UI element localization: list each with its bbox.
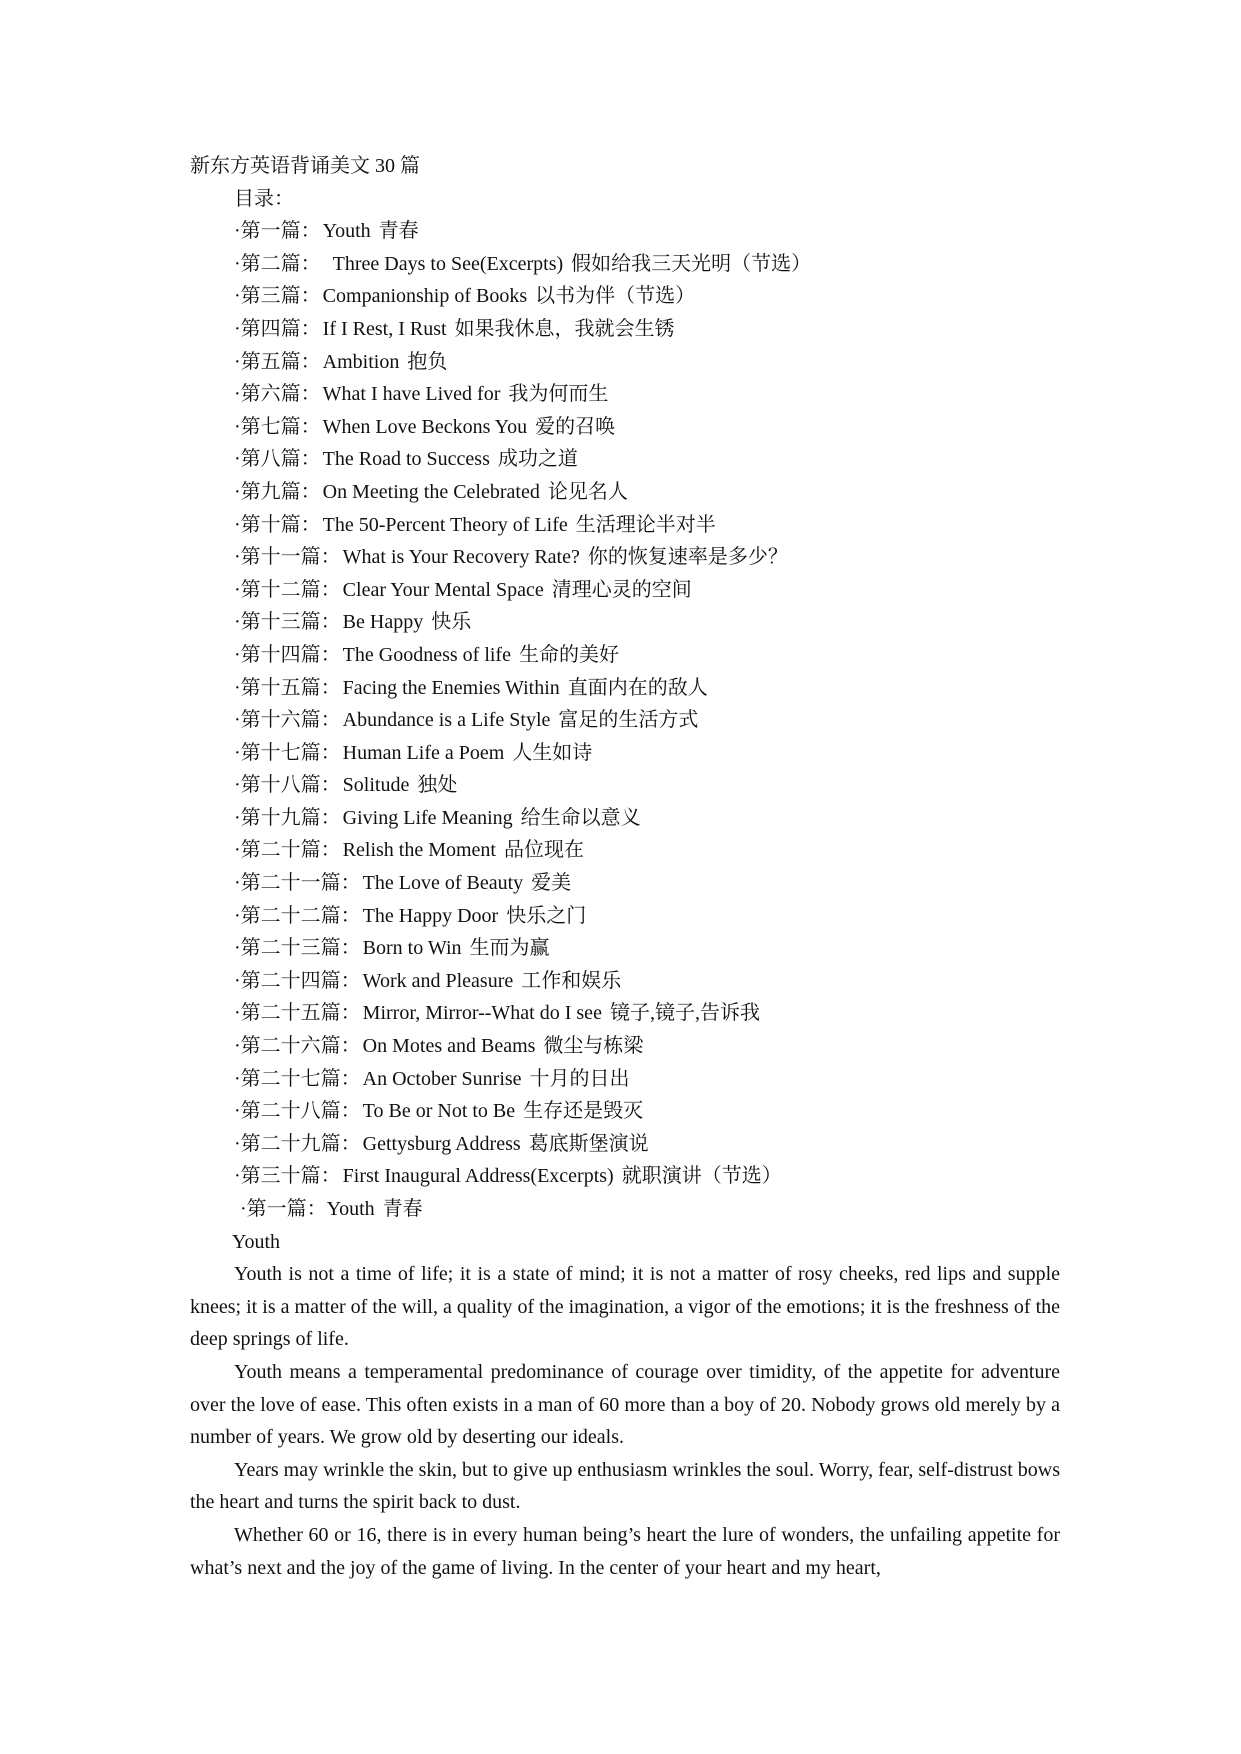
toc-heading: 目录： bbox=[234, 187, 294, 210]
toc-item-number: ·第二篇： bbox=[234, 252, 321, 275]
section-number: ·第一篇： bbox=[240, 1198, 327, 1220]
toc-item-title-zh: 青春 bbox=[378, 220, 419, 243]
toc-item bbox=[234, 834, 1060, 867]
toc-item-title-zh: 论见名人 bbox=[547, 480, 628, 503]
toc-item-number: ·第三篇： bbox=[234, 285, 321, 308]
toc-item-title-zh: 抱负 bbox=[407, 350, 448, 373]
toc-item-number: ·第四篇： bbox=[234, 317, 321, 340]
toc-item-title-en: Solitude bbox=[342, 774, 410, 797]
toc-item bbox=[234, 1160, 1060, 1193]
toc-item-title-zh: 生活理论半对半 bbox=[575, 513, 716, 536]
table-of-contents bbox=[190, 215, 1060, 1193]
toc-item bbox=[234, 737, 1060, 770]
toc-item bbox=[234, 378, 1060, 411]
toc-item-title-en: Be Happy bbox=[342, 611, 424, 634]
toc-item-title-en: To Be or Not to Be bbox=[362, 1100, 516, 1123]
toc-item-number: ·第十五篇： bbox=[234, 676, 341, 699]
section-heading bbox=[190, 1193, 1060, 1226]
toc-item bbox=[234, 965, 1060, 998]
toc-item-title-en: The Happy Door bbox=[362, 904, 499, 927]
toc-item-number: ·第十二篇： bbox=[234, 578, 341, 601]
toc-item bbox=[234, 1095, 1060, 1128]
toc-item bbox=[234, 997, 1060, 1030]
section-title-zh: 青春 bbox=[382, 1198, 423, 1220]
toc-item-title-zh: 成功之道 bbox=[497, 448, 578, 471]
toc-item-number: ·第十篇： bbox=[234, 513, 321, 536]
toc-item bbox=[234, 1063, 1060, 1096]
toc-item bbox=[234, 313, 1060, 346]
toc-item-title-zh: 工作和娱乐 bbox=[521, 969, 622, 992]
toc-item-title-zh: 我为何而生 bbox=[508, 383, 609, 406]
toc-item-number: ·第九篇： bbox=[234, 480, 321, 503]
toc-item-title-en: Companionship of Books bbox=[322, 285, 528, 308]
toc-item-title-zh: 十月的日出 bbox=[529, 1067, 630, 1090]
toc-item-title-zh: 清理心灵的空间 bbox=[551, 578, 692, 601]
body-paragraph: Youth is not a time of life; it is a state of mind; it is not a matter of rosy cheeks, red lips and supple knees; it is a matter of the will, a quality of the imagination, a vigor of the emotions; it is the freshness of the deep springs of life. bbox=[190, 1263, 1060, 1351]
toc-item-title-en: Gettysburg Address bbox=[362, 1132, 521, 1155]
toc-item-title-zh: 快乐 bbox=[431, 611, 472, 634]
toc-item-title-en: On Motes and Beams bbox=[362, 1035, 536, 1058]
toc-item-number: ·第六篇： bbox=[234, 383, 321, 406]
toc-item-title-en: Facing the Enemies Within bbox=[342, 676, 560, 699]
toc-item-title-zh: 生命的美好 bbox=[518, 643, 619, 666]
toc-item-title-zh: 微尘与栋梁 bbox=[543, 1035, 644, 1058]
toc-item-title-en: Ambition bbox=[322, 350, 400, 373]
toc-item-number: ·第十三篇： bbox=[234, 611, 341, 634]
toc-item bbox=[234, 900, 1060, 933]
toc-item-title-zh: 品位现在 bbox=[504, 839, 584, 862]
toc-item-title-zh: 快乐之门 bbox=[506, 904, 587, 927]
toc-item-number: ·第二十一篇： bbox=[234, 872, 361, 895]
toc-item-number: ·第十九篇： bbox=[234, 806, 341, 829]
toc-item-title-en: First Inaugural Address(Excerpts) bbox=[342, 1165, 614, 1188]
toc-item bbox=[234, 541, 1060, 574]
toc-item-number: ·第二十五篇： bbox=[234, 1002, 361, 1025]
toc-item-number: ·第二十九篇： bbox=[234, 1132, 361, 1155]
toc-item bbox=[234, 280, 1060, 313]
body-paragraph: Whether 60 or 16, there is in every human being’s heart the lure of wonders, the unfailing appetite for what’s next and the joy of the game of living. In the center of your heart and my heart, bbox=[190, 1523, 1060, 1579]
toc-item-number: ·第二十篇： bbox=[234, 839, 341, 862]
toc-item-title-en: Three Days to See(Excerpts) bbox=[322, 252, 564, 275]
toc-item-title-zh: 以书为伴（节选） bbox=[535, 285, 696, 308]
toc-item-number: ·第二十八篇： bbox=[234, 1100, 361, 1123]
toc-item bbox=[234, 509, 1060, 542]
toc-item-number: ·第二十三篇： bbox=[234, 937, 361, 960]
body-paragraph: Years may wrinkle the skin, but to give up enthusiasm wrinkles the soul. Worry, fear, self-distrust bows the heart and turns the spirit back to dust. bbox=[190, 1458, 1060, 1514]
toc-item-title-en: When Love Beckons You bbox=[322, 415, 528, 438]
toc-item bbox=[234, 346, 1060, 379]
toc-item bbox=[234, 476, 1060, 509]
toc-item-title-en: Abundance is a Life Style bbox=[342, 709, 551, 732]
toc-item-title-en: Human Life a Poem bbox=[342, 741, 505, 764]
toc-item-title-en: What I have Lived for bbox=[322, 383, 501, 406]
toc-item-title-zh: 人生如诗 bbox=[512, 741, 593, 764]
toc-item-title-en: An October Sunrise bbox=[362, 1067, 522, 1090]
toc-item-title-en: Work and Pleasure bbox=[362, 969, 514, 992]
toc-item-number: ·第二十七篇： bbox=[234, 1067, 361, 1090]
toc-item-title-zh: 生存还是毁灭 bbox=[523, 1100, 644, 1123]
toc-item-title-zh: 你的恢复速率是多少？ bbox=[587, 546, 788, 569]
article-body bbox=[190, 1258, 1060, 1584]
toc-item-title-en: The Goodness of life bbox=[342, 643, 511, 666]
document-title: 新东方英语背诵美文 30 篇 bbox=[190, 155, 420, 177]
toc-item-title-zh: 爱的召唤 bbox=[535, 415, 616, 438]
toc-item-title-en: What is Your Recovery Rate? bbox=[342, 546, 580, 569]
document-page bbox=[190, 150, 1060, 1584]
toc-item bbox=[234, 802, 1060, 835]
toc-item-title-en: The Love of Beauty bbox=[362, 872, 524, 895]
toc-item bbox=[234, 606, 1060, 639]
toc-item bbox=[234, 574, 1060, 607]
toc-item-number: ·第十八篇： bbox=[234, 774, 341, 797]
toc-item bbox=[234, 672, 1060, 705]
toc-item-title-en: If I Rest, I Rust bbox=[322, 317, 447, 340]
toc-item-title-zh: 直面内在的敌人 bbox=[567, 676, 708, 699]
toc-item-number: ·第七篇： bbox=[234, 415, 321, 438]
toc-item bbox=[234, 704, 1060, 737]
toc-item-title-zh: 葛底斯堡演说 bbox=[528, 1132, 649, 1155]
toc-item-title-zh: 独处 bbox=[417, 774, 458, 797]
toc-item-title-zh: 爱美 bbox=[531, 872, 572, 895]
toc-item-number: ·第十四篇： bbox=[234, 643, 341, 666]
toc-item-title-en: Relish the Moment bbox=[342, 839, 496, 862]
toc-item-title-en: Clear Your Mental Space bbox=[342, 578, 544, 601]
body-paragraph: Youth means a temperamental predominance of courage over timidity, of the appetite for adventure over the love of ease. This often exists in a man of 60 more than a boy of 20. Nobody grows old merely by a number of years. We grow old by deserting our ideals. bbox=[190, 1360, 1060, 1449]
toc-item-title-en: Born to Win bbox=[362, 937, 462, 960]
toc-item bbox=[234, 248, 1060, 281]
toc-item-title-zh: 就职演讲（节选） bbox=[621, 1165, 782, 1188]
toc-item-number: ·第十七篇： bbox=[234, 741, 341, 764]
article-title: Youth bbox=[232, 1230, 280, 1253]
toc-item bbox=[234, 443, 1060, 476]
toc-item bbox=[234, 932, 1060, 965]
toc-item bbox=[234, 1128, 1060, 1161]
toc-item-number: ·第三十篇： bbox=[234, 1165, 341, 1188]
toc-item-title-zh: 生而为赢 bbox=[469, 937, 550, 960]
toc-item-number: ·第五篇： bbox=[234, 350, 321, 373]
toc-item-number: ·第二十六篇： bbox=[234, 1035, 361, 1058]
toc-item-title-en: Mirror, Mirror--What do I see bbox=[362, 1002, 602, 1025]
toc-item-title-zh: 镜子,镜子,告诉我 bbox=[609, 1002, 760, 1025]
toc-item-title-zh: 富足的生活方式 bbox=[558, 709, 699, 732]
toc-item-title-en: Youth bbox=[322, 220, 371, 243]
toc-item bbox=[234, 1030, 1060, 1063]
toc-item-title-zh: 给生命以意义 bbox=[520, 806, 641, 829]
toc-item-number: ·第十六篇： bbox=[234, 709, 341, 732]
toc-item-number: ·第十一篇： bbox=[234, 546, 341, 569]
toc-item-number: ·第一篇： bbox=[234, 220, 321, 243]
toc-item-number: ·第二十四篇： bbox=[234, 969, 361, 992]
toc-item bbox=[234, 769, 1060, 802]
toc-item bbox=[234, 411, 1060, 444]
toc-item-title-en: Giving Life Meaning bbox=[342, 806, 513, 829]
toc-item bbox=[234, 639, 1060, 672]
toc-item-title-en: The 50-Percent Theory of Life bbox=[322, 513, 568, 536]
toc-item bbox=[234, 867, 1060, 900]
toc-item-title-zh: 假如给我三天光明（节选） bbox=[571, 252, 812, 275]
toc-item-number: ·第八篇： bbox=[234, 448, 321, 471]
toc-item-title-en: On Meeting the Celebrated bbox=[322, 480, 540, 503]
toc-item-number: ·第二十二篇： bbox=[234, 904, 361, 927]
section-title-en: Youth bbox=[326, 1198, 375, 1220]
toc-item-title-zh: 如果我休息，我就会生锈 bbox=[454, 317, 675, 340]
toc-item bbox=[234, 215, 1060, 248]
toc-item-title-en: The Road to Success bbox=[322, 448, 490, 471]
